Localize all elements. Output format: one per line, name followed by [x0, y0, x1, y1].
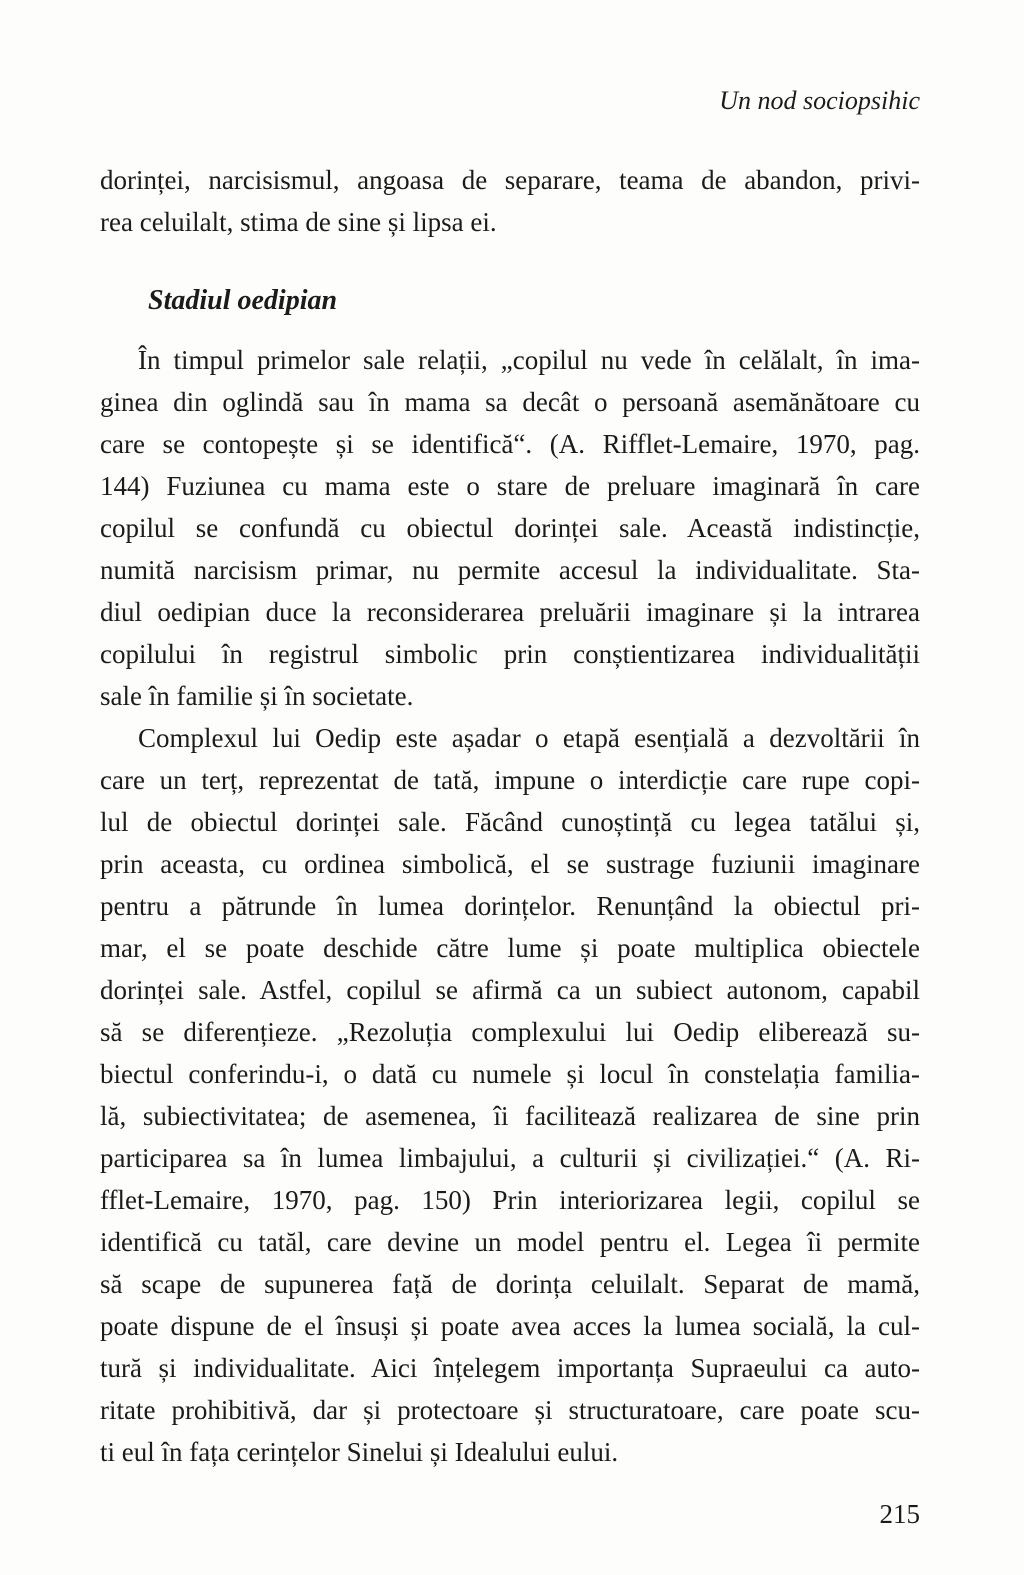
text-line: prin aceasta, cu ordinea simbolică, el se sustrage fuziunii imaginare	[100, 849, 920, 879]
text-line: numită narcisism primar, nu permite accesul la individualitate. Sta-	[100, 555, 920, 585]
paragraph	[100, 717, 920, 1473]
text-line: biectul conferindu-i, o dată cu numele și locul în constelația familia-	[100, 1059, 920, 1089]
text-line: lul de obiectul dorinței sale. Făcând cunoștință cu legea tatălui și,	[100, 807, 920, 837]
text-line: ritate prohibitivă, dar și protectoare și structuratoare, care poate scu-	[100, 1395, 920, 1425]
text-line: 144) Fuziunea cu mama este o stare de preluare imaginară în care	[100, 471, 920, 501]
text-line: tură și individualitate. Aici înțelegem importanța Supraeului ca auto-	[100, 1353, 920, 1383]
text-line: lă, subiectivitatea; de asemenea, îi facilitează realizarea de sine prin	[100, 1101, 920, 1131]
paragraph-continuation	[100, 159, 920, 243]
text-line: identifică cu tatăl, care devine un model pentru el. Legea îi permite	[100, 1227, 920, 1257]
text-line: diul oedipian duce la reconsiderarea preluării imaginare și la intrarea	[100, 597, 920, 627]
text-line: care se contopește și se identifică“. (A. Rifflet-Lemaire, 1970, pag.	[100, 429, 920, 459]
text-line: mar, el se poate deschide către lume și poate multiplica obiectele	[100, 933, 920, 963]
text-line: ti eul în fața cerințelor Sinelui și Idealului eului.	[100, 1437, 619, 1467]
text-line: rea celuilalt, stima de sine și lipsa ei.	[100, 207, 497, 237]
section-heading: Stadiul oedipian	[148, 285, 338, 316]
running-header: Un nod sociopsihic	[719, 86, 920, 115]
page-body	[100, 159, 920, 1473]
text-line: participarea sa în lumea limbajului, a culturii și civilizației.“ (A. Ri-	[100, 1143, 920, 1173]
text-line: Complexul lui Oedip este așadar o etapă esențială a dezvoltării în	[138, 723, 920, 753]
text-line: În timpul primelor sale relații, „copilul nu vede în celălalt, în ima-	[138, 345, 920, 375]
text-line: copilului în registrul simbolic prin conștientizarea individualității	[100, 639, 920, 669]
text-line: care un terț, reprezentat de tată, impune o interdicție care rupe copi-	[100, 765, 920, 795]
text-line: ginea din oglindă sau în mama sa decât o persoană asemănătoare cu	[100, 387, 920, 417]
text-line: să scape de supunerea față de dorința celuilalt. Separat de mamă,	[100, 1269, 920, 1299]
text-line: dorinței, narcisismul, angoasa de separare, teama de abandon, privi-	[100, 165, 920, 195]
text-line: pentru a pătrunde în lumea dorințelor. Renunțând la obiectul pri-	[100, 891, 920, 921]
text-line: dorinței sale. Astfel, copilul se afirmă ca un subiect autonom, capabil	[100, 975, 920, 1005]
text-line: sale în familie și în societate.	[100, 681, 414, 711]
text-line: fflet-Lemaire, 1970, pag. 150) Prin interiorizarea legii, copilul se	[100, 1185, 920, 1215]
page-number: 215	[879, 1499, 920, 1529]
text-line: poate dispune de el însuși și poate avea acces la lumea socială, la cul-	[100, 1311, 920, 1341]
text-line: să se diferențieze. „Rezoluția complexului lui Oedip eliberează su-	[100, 1017, 920, 1047]
paragraph	[100, 339, 920, 717]
text-line: copilul se confundă cu obiectul dorinței sale. Această indistincție,	[100, 513, 920, 543]
